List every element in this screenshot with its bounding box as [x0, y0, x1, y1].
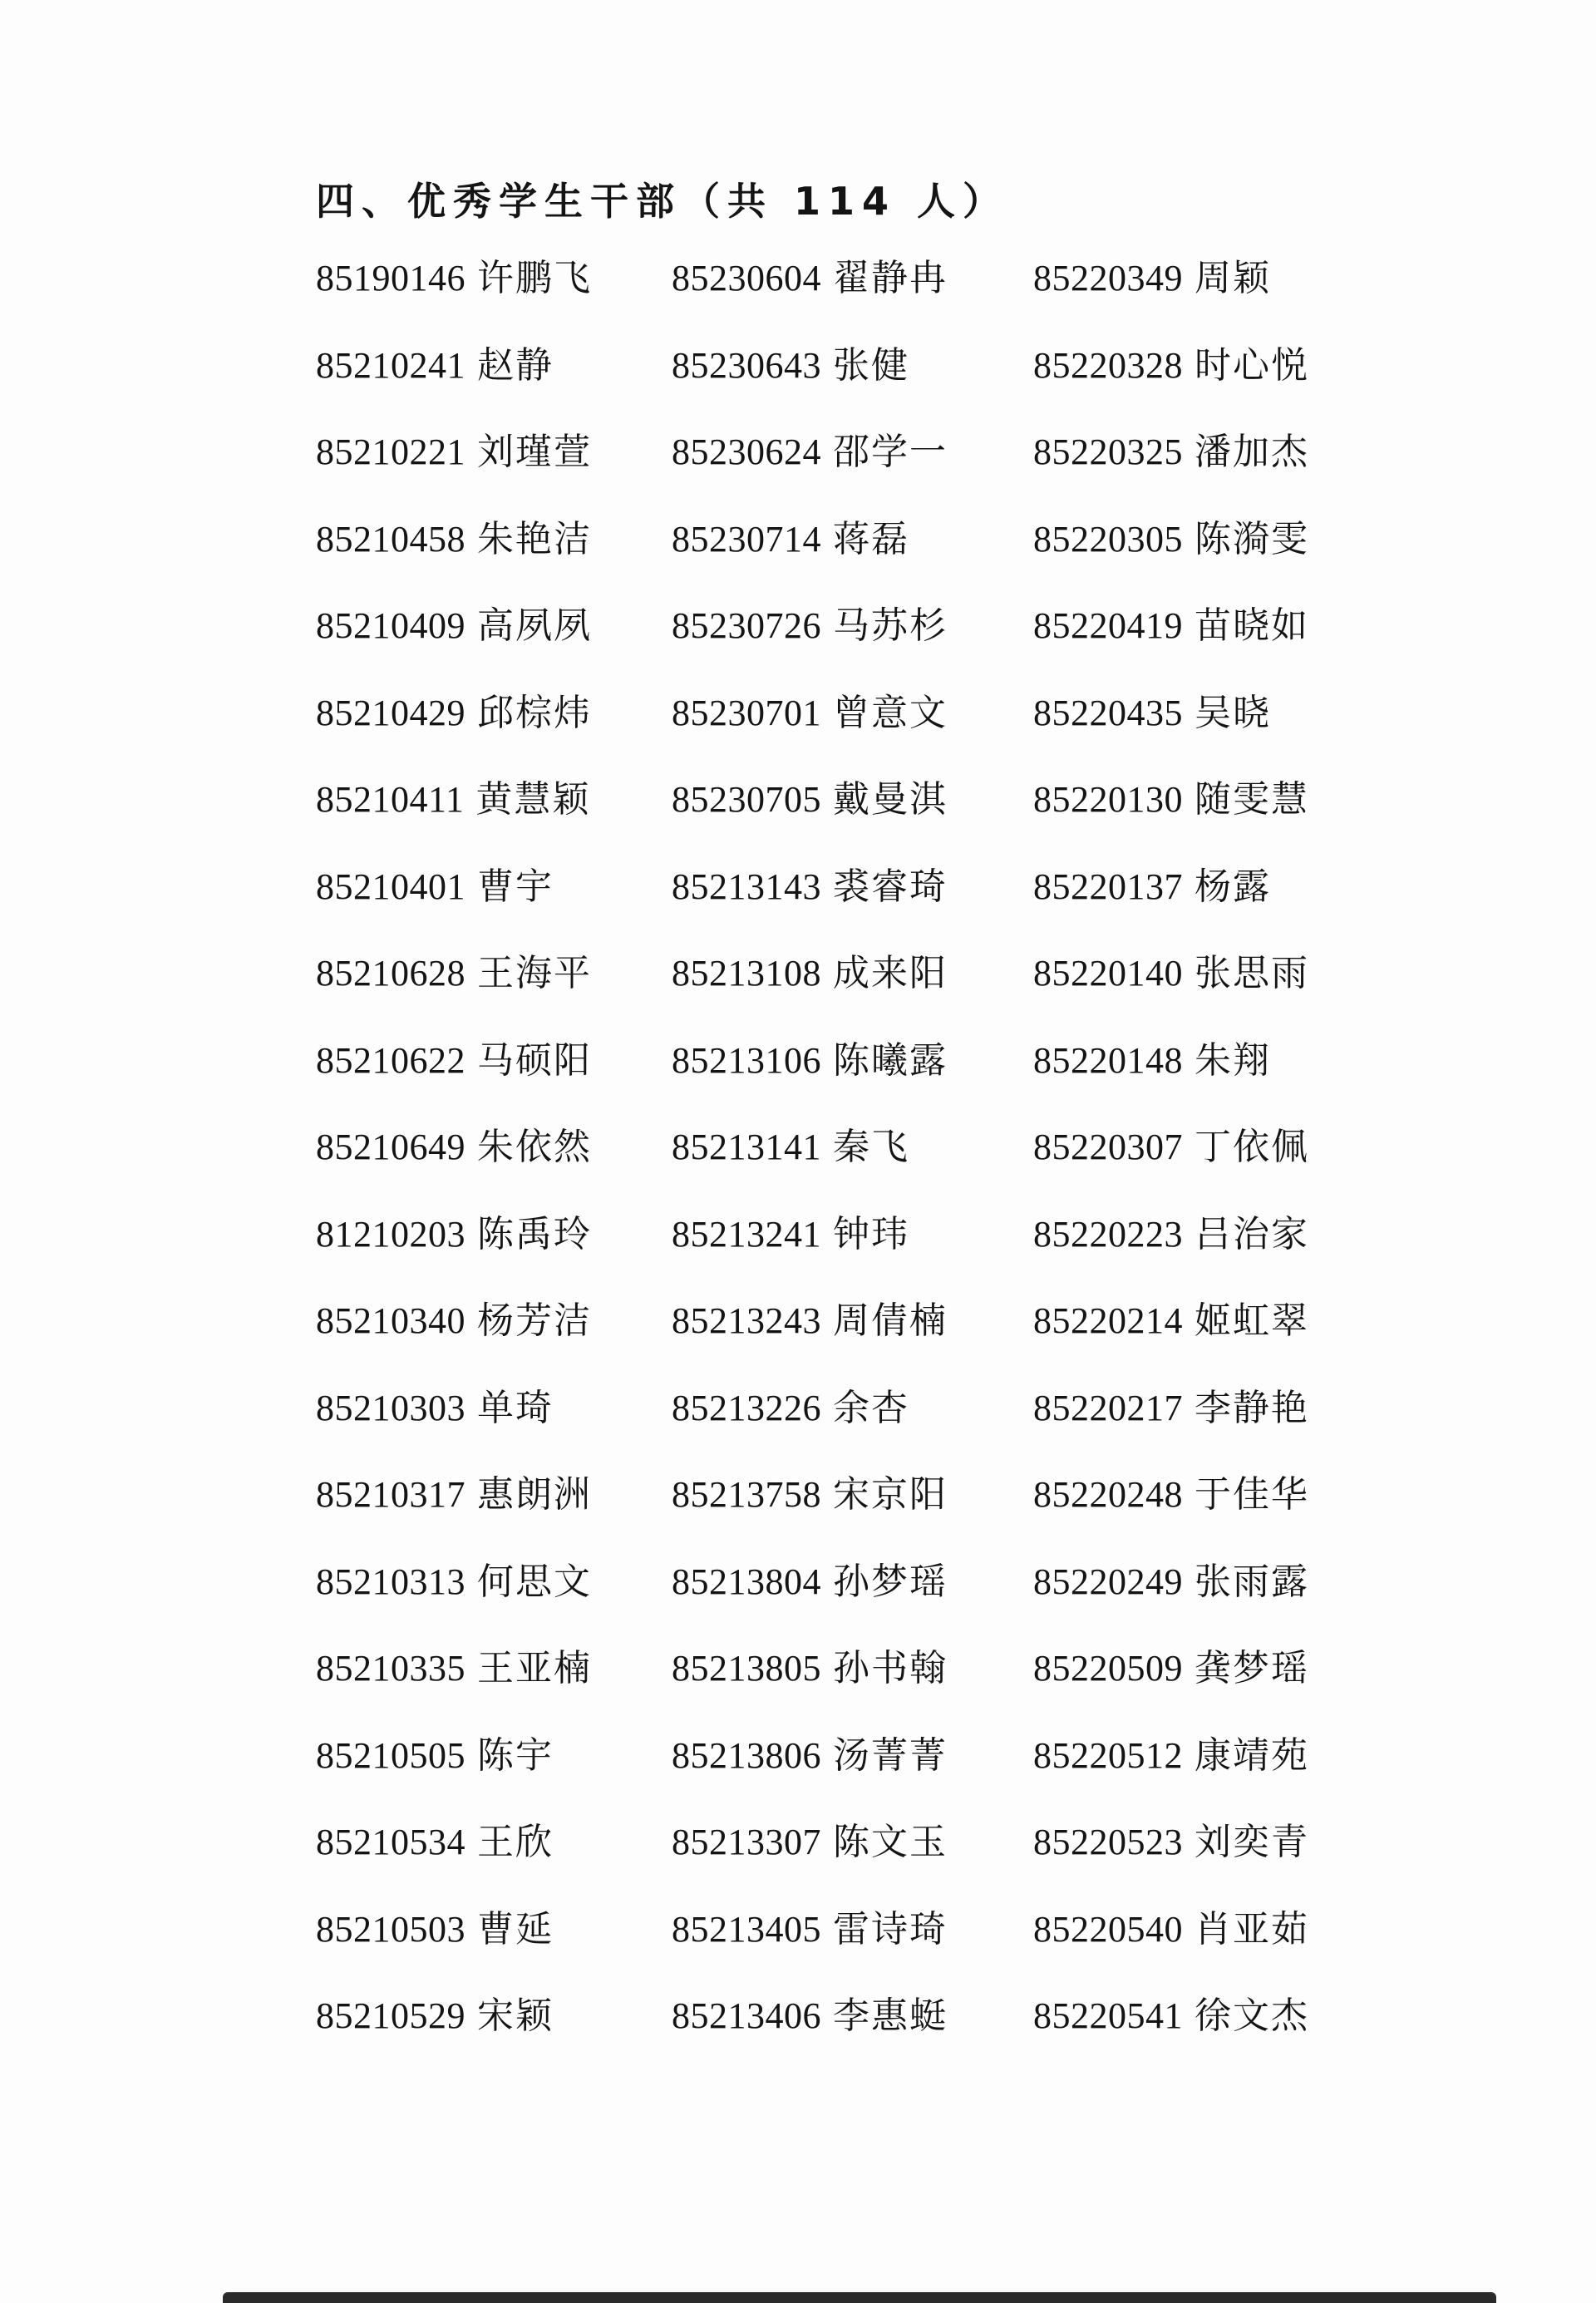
student-name: 张思雨 [1195, 952, 1309, 994]
student-id: 85213307 [672, 1822, 821, 1862]
student-name: 肖亚茹 [1195, 1907, 1309, 1950]
student-id: 85210628 [316, 953, 466, 994]
student-id: 81210203 [316, 1213, 466, 1255]
student-name: 龚梦瑶 [1195, 1647, 1309, 1689]
student-id: 85213805 [672, 1648, 821, 1689]
student-id: 85210313 [316, 1561, 466, 1602]
roster-entry [1033, 1210, 1355, 1297]
roster-entry [1033, 1557, 1355, 1645]
roster-entry [1033, 949, 1355, 1036]
student-name: 王欣 [477, 1821, 554, 1863]
roster-entry [316, 949, 672, 1036]
student-id: 85210411 [316, 779, 465, 820]
student-name: 朱翔 [1195, 1038, 1271, 1082]
roster-entry [1033, 1470, 1355, 1557]
roster-entry [672, 1470, 1033, 1557]
roster-entry [672, 1557, 1033, 1645]
roster-entry [316, 775, 672, 862]
student-name: 杨露 [1195, 865, 1271, 908]
student-id: 85230604 [672, 258, 821, 298]
student-name: 翟静冉 [833, 257, 948, 299]
student-name: 陈宇 [477, 1733, 554, 1777]
student-id: 85220214 [1033, 1300, 1183, 1341]
student-name: 雷诗琦 [833, 1907, 948, 1950]
student-id: 85210503 [316, 1908, 466, 1950]
roster-entry [316, 1210, 672, 1297]
student-name: 丁依佩 [1195, 1126, 1309, 1168]
student-name: 杨芳洁 [477, 1299, 592, 1342]
student-name: 黄慧颖 [475, 778, 591, 821]
scan-bottom-edge [223, 2292, 1496, 2303]
student-id: 85220248 [1033, 1474, 1183, 1515]
student-name: 裘睿琦 [833, 865, 948, 908]
roster-entry [672, 427, 1033, 515]
roster-entry [672, 1731, 1033, 1818]
student-name: 孙书翰 [833, 1647, 948, 1689]
student-id: 85210529 [316, 1995, 466, 2036]
roster-entry [316, 254, 672, 341]
roster-entry [672, 1210, 1033, 1297]
roster-entry [672, 1122, 1033, 1210]
student-id: 85220349 [1033, 258, 1183, 298]
student-id: 85210409 [316, 605, 466, 646]
roster-entry [1033, 601, 1355, 688]
student-roster [316, 254, 1355, 2079]
roster-entry [672, 775, 1033, 862]
roster-entry [316, 1644, 672, 1731]
roster-entry [316, 1905, 672, 1992]
roster-entry [316, 1470, 672, 1557]
student-name: 赵静 [477, 343, 554, 387]
student-name: 陈禹玲 [477, 1212, 592, 1255]
student-name: 高夙夙 [477, 604, 592, 647]
student-id: 85213804 [672, 1561, 821, 1602]
student-id: 85213243 [672, 1300, 821, 1341]
student-id: 85210401 [316, 865, 466, 907]
roster-entry [672, 688, 1033, 776]
student-name: 张健 [833, 343, 909, 387]
student-name: 宋京阳 [833, 1473, 948, 1516]
student-id: 85213406 [672, 1995, 821, 2036]
student-id: 85230705 [672, 779, 821, 820]
student-id: 85213106 [672, 1039, 821, 1081]
student-id: 85230643 [672, 344, 821, 386]
student-id: 85213758 [672, 1474, 821, 1515]
roster-entry [672, 1296, 1033, 1383]
roster-entry [1033, 862, 1355, 949]
student-id: 85210317 [316, 1474, 466, 1515]
student-name: 曾意文 [833, 691, 948, 734]
roster-entry [316, 1991, 672, 2079]
student-id: 85220137 [1033, 865, 1183, 907]
student-name: 陈曦露 [833, 1038, 948, 1082]
student-name: 邱棕炜 [477, 691, 592, 734]
student-name: 宋颖 [477, 1995, 554, 2037]
student-id: 85213806 [672, 1734, 821, 1776]
student-name: 潘加杰 [1195, 431, 1309, 473]
student-name: 姬虹翠 [1195, 1299, 1309, 1342]
student-id: 85220140 [1033, 953, 1183, 994]
roster-entry [672, 341, 1033, 428]
student-id: 85220130 [1033, 779, 1183, 820]
roster-entry [1033, 1383, 1355, 1471]
student-name: 惠朗洲 [477, 1473, 592, 1516]
roster-entry [1033, 1122, 1355, 1210]
student-name: 李静艳 [1195, 1386, 1309, 1429]
roster-entry [672, 1644, 1033, 1731]
roster-entry [1033, 1036, 1355, 1123]
student-name: 汤菁菁 [833, 1733, 948, 1777]
student-name: 单琦 [477, 1386, 554, 1429]
student-id: 85210649 [316, 1127, 466, 1167]
roster-entry [672, 949, 1033, 1036]
student-name: 康靖苑 [1195, 1733, 1309, 1777]
student-id: 85220223 [1033, 1213, 1183, 1255]
roster-entry [316, 1383, 672, 1471]
student-id: 85220325 [1033, 432, 1183, 472]
student-id: 85230726 [672, 605, 821, 646]
student-name: 周倩楠 [833, 1299, 948, 1342]
student-name: 邵学一 [833, 431, 948, 473]
student-id: 85213141 [672, 1127, 821, 1167]
student-id: 85220305 [1033, 518, 1183, 560]
student-id: 85220148 [1033, 1039, 1183, 1081]
roster-entry [672, 254, 1033, 341]
student-name: 孙梦瑶 [833, 1560, 948, 1603]
student-id: 85210340 [316, 1300, 466, 1341]
roster-entry [672, 1036, 1033, 1123]
student-id: 85220249 [1033, 1561, 1183, 1602]
student-name: 徐文杰 [1195, 1995, 1309, 2037]
roster-entry [672, 601, 1033, 688]
student-name: 曹延 [477, 1907, 554, 1950]
student-name: 张雨露 [1195, 1560, 1309, 1603]
student-name: 钟玮 [833, 1212, 909, 1255]
student-id: 85220307 [1033, 1127, 1183, 1167]
roster-entry [672, 1991, 1033, 2079]
student-id: 85220512 [1033, 1734, 1183, 1776]
roster-entry [1033, 1731, 1355, 1818]
student-id: 85230701 [672, 692, 821, 733]
roster-entry [316, 1036, 672, 1123]
student-id: 85210429 [316, 692, 466, 733]
student-id: 85213143 [672, 865, 821, 907]
student-id: 85210241 [316, 344, 466, 386]
student-id: 85210458 [316, 518, 466, 560]
student-id: 85210534 [316, 1822, 466, 1862]
student-name: 刘瑾萱 [477, 431, 592, 473]
student-name: 李惠蜓 [833, 1995, 948, 2037]
roster-entry [672, 515, 1033, 602]
student-id: 85220217 [1033, 1387, 1183, 1428]
student-name: 许鹏飞 [477, 257, 592, 299]
student-id: 85213405 [672, 1908, 821, 1950]
roster-entry [1033, 688, 1355, 776]
student-name: 朱艳洁 [477, 517, 592, 560]
roster-entry [316, 1817, 672, 1905]
student-name: 苗晓如 [1195, 604, 1309, 647]
roster-entry [316, 1296, 672, 1383]
roster-entry [1033, 515, 1355, 602]
roster-entry [672, 1817, 1033, 1905]
roster-entry [1033, 775, 1355, 862]
roster-entry [316, 1122, 672, 1210]
student-id: 85230624 [672, 432, 821, 472]
student-id: 85220328 [1033, 344, 1183, 386]
student-id: 85230714 [672, 518, 821, 560]
student-name: 曹宇 [477, 865, 554, 908]
roster-entry [672, 1383, 1033, 1471]
roster-entry [316, 427, 672, 515]
roster-entry [672, 862, 1033, 949]
student-id: 85210221 [316, 432, 466, 472]
student-name: 于佳华 [1195, 1473, 1309, 1516]
student-name: 秦飞 [833, 1126, 909, 1168]
student-name: 戴曼淇 [833, 778, 948, 821]
roster-entry [1033, 254, 1355, 341]
roster-entry [316, 341, 672, 428]
roster-entry [1033, 1905, 1355, 1992]
roster-entry [1033, 427, 1355, 515]
student-id: 85210335 [316, 1648, 466, 1689]
student-id: 85213241 [672, 1213, 821, 1255]
student-id: 85220435 [1033, 692, 1183, 733]
roster-entry [1033, 1296, 1355, 1383]
student-id: 85220540 [1033, 1908, 1183, 1950]
roster-entry [672, 1905, 1033, 1992]
student-name: 马苏杉 [833, 604, 948, 647]
student-id: 85210622 [316, 1039, 466, 1081]
student-name: 王亚楠 [477, 1647, 592, 1689]
roster-entry [1033, 1817, 1355, 1905]
student-name: 余杏 [833, 1386, 909, 1429]
student-name: 陈文玉 [833, 1821, 948, 1863]
student-id: 85210303 [316, 1387, 466, 1428]
roster-entry [1033, 341, 1355, 428]
section-heading: 四、优秀学生干部（共 114 人） [316, 179, 1009, 224]
student-name: 时心悦 [1195, 343, 1309, 387]
roster-entry [316, 688, 672, 776]
student-name: 陈漪雯 [1195, 517, 1309, 560]
roster-entry [1033, 1644, 1355, 1731]
student-name: 朱依然 [477, 1126, 592, 1168]
student-id: 85213108 [672, 953, 821, 994]
roster-entry [316, 515, 672, 602]
student-name: 蒋磊 [833, 517, 909, 560]
student-id: 85190146 [316, 258, 466, 298]
roster-entry [316, 862, 672, 949]
student-name: 成来阳 [833, 952, 948, 994]
student-name: 刘奕青 [1195, 1821, 1309, 1863]
student-name: 随雯慧 [1195, 778, 1309, 821]
student-id: 85220523 [1033, 1822, 1183, 1862]
roster-entry [316, 601, 672, 688]
roster-entry [316, 1557, 672, 1645]
student-name: 吴晓 [1195, 691, 1271, 734]
student-id: 85210505 [316, 1734, 466, 1776]
student-id: 85220509 [1033, 1648, 1183, 1689]
roster-entry [1033, 1991, 1355, 2079]
student-name: 马硕阳 [477, 1038, 592, 1082]
roster-entry [316, 1731, 672, 1818]
student-name: 王海平 [477, 952, 592, 994]
student-id: 85220541 [1033, 1995, 1183, 2036]
student-name: 周颖 [1195, 257, 1271, 299]
student-name: 吕治家 [1195, 1212, 1309, 1255]
student-id: 85213226 [672, 1387, 821, 1428]
student-id: 85220419 [1033, 605, 1183, 646]
student-name: 何思文 [477, 1560, 592, 1603]
